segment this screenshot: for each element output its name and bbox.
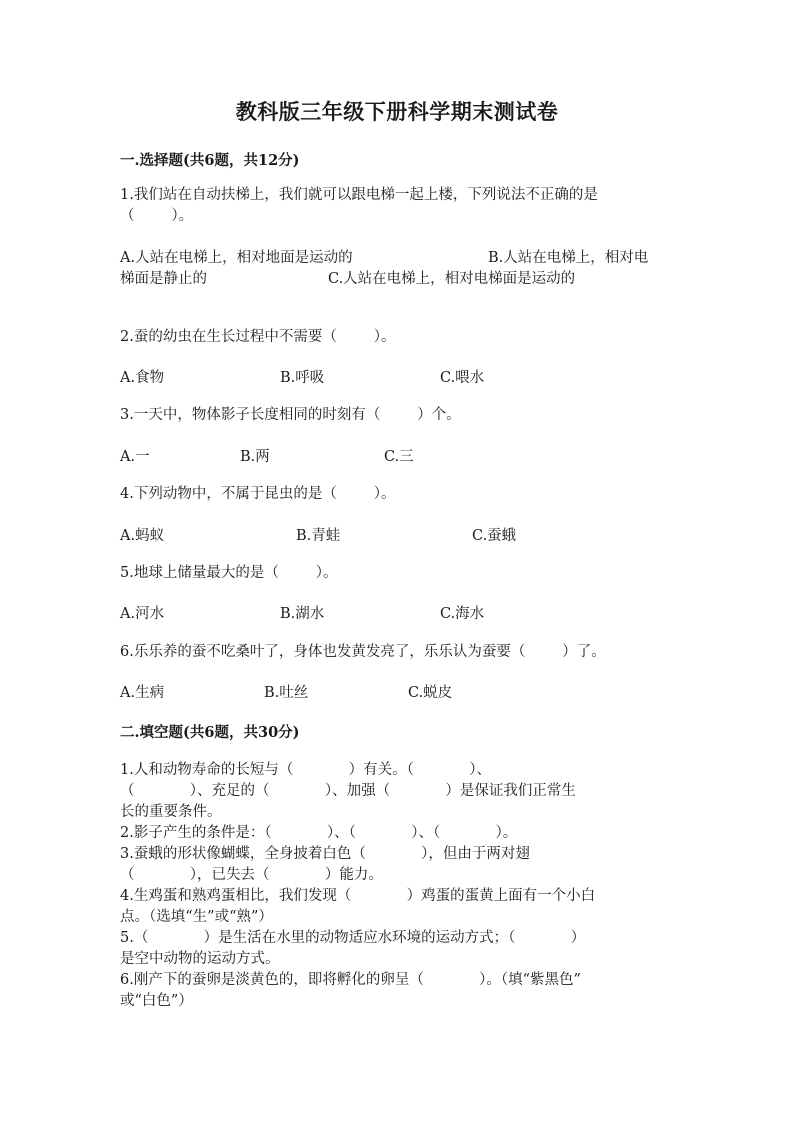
question-6-option-c: C.蜕皮 (408, 685, 453, 701)
fill-line: 长的重要条件。 (120, 804, 222, 820)
section-heading-choice: 一.选择题(共6题，共12分) (120, 152, 300, 169)
question-3-option-c: C.三 (384, 449, 414, 465)
question-6-option-a: A.生病 (120, 685, 165, 701)
fill-line: （ ）、充足的（ ）、加强（ ）是保证我们正常生 (120, 783, 576, 799)
fill-line: 是空中动物的运动方式。 (120, 951, 280, 967)
question-4-option-b: B.青蛙 (296, 528, 341, 544)
question-3-option-a: A.一 (120, 449, 150, 465)
question-3-stem: 3.一天中，物体影子长度相同的时刻有（ ）个。 (120, 407, 461, 423)
question-1-option-b: B.人站在电梯上，相对电 (488, 250, 649, 266)
question-2-option-b: B.呼吸 (280, 370, 325, 386)
question-5-option-b: B.湖水 (280, 606, 325, 622)
fill-line: 5.（ ）是生活在水里的动物适应水环境的运动方式；（ ） (120, 930, 586, 946)
question-6-option-b: B.吐丝 (264, 685, 309, 701)
fill-line: 或“白色”） (120, 993, 193, 1009)
question-3-option-b: B.两 (240, 449, 270, 465)
question-1-option-b-cont: 梯面是静止的 (120, 271, 207, 287)
fill-line: 4.生鸡蛋和熟鸡蛋相比，我们发现（ ）鸡蛋的蛋黄上面有一个小白 (120, 888, 596, 904)
question-1-option-a: A.人站在电梯上，相对地面是运动的 (120, 250, 353, 266)
question-2-stem: 2.蚕的幼虫在生长过程中不需要（ ）。 (120, 329, 396, 345)
fill-line: 6.刚产下的蚕卵是淡黄色的，即将孵化的卵呈（ ）。（填“紫黑色” (120, 972, 581, 988)
fill-line: 点。（选填“生”或“熟”） (120, 909, 273, 925)
fill-line: 1.人和动物寿命的长短与（ ）有关。（ ）、 (120, 762, 491, 778)
question-5-option-c: C.海水 (440, 606, 485, 622)
fill-line: 2.影子产生的条件是：（ ）、（ ）、（ ）。 (120, 825, 518, 841)
question-4-option-a: A.蚂蚁 (120, 528, 165, 544)
question-5-option-a: A.河水 (120, 606, 165, 622)
question-4-stem: 4.下列动物中，不属于昆虫的是（ ）。 (120, 486, 396, 502)
question-1-stem: 1.我们站在自动扶梯上，我们就可以跟电梯一起上楼，下列说法不正确的是 (120, 187, 598, 203)
question-6-stem: 6.乐乐养的蚕不吃桑叶了，身体也发黄发亮了，乐乐认为蚕要（ ）了。 (120, 644, 606, 660)
question-2-option-a: A.食物 (120, 370, 165, 386)
question-2-option-c: C.喂水 (440, 370, 485, 386)
page-title: 教科版三年级下册科学期末测试卷 (235, 99, 559, 124)
section-heading-fill: 二.填空题(共6题，共30分) (120, 724, 300, 741)
fill-line: （ ），已失去（ ）能力。 (120, 867, 383, 883)
question-5-stem: 5.地球上储量最大的是（ ）。 (120, 565, 338, 581)
fill-line: 3.蚕蛾的形状像蝴蝶，全身披着白色（ ），但由于两对翅 (120, 846, 530, 862)
question-4-option-c: C.蚕蛾 (472, 528, 517, 544)
question-1-blank: （ ）。 (120, 208, 194, 224)
question-1-option-c: C.人站在电梯上，相对电梯面是运动的 (328, 271, 576, 287)
